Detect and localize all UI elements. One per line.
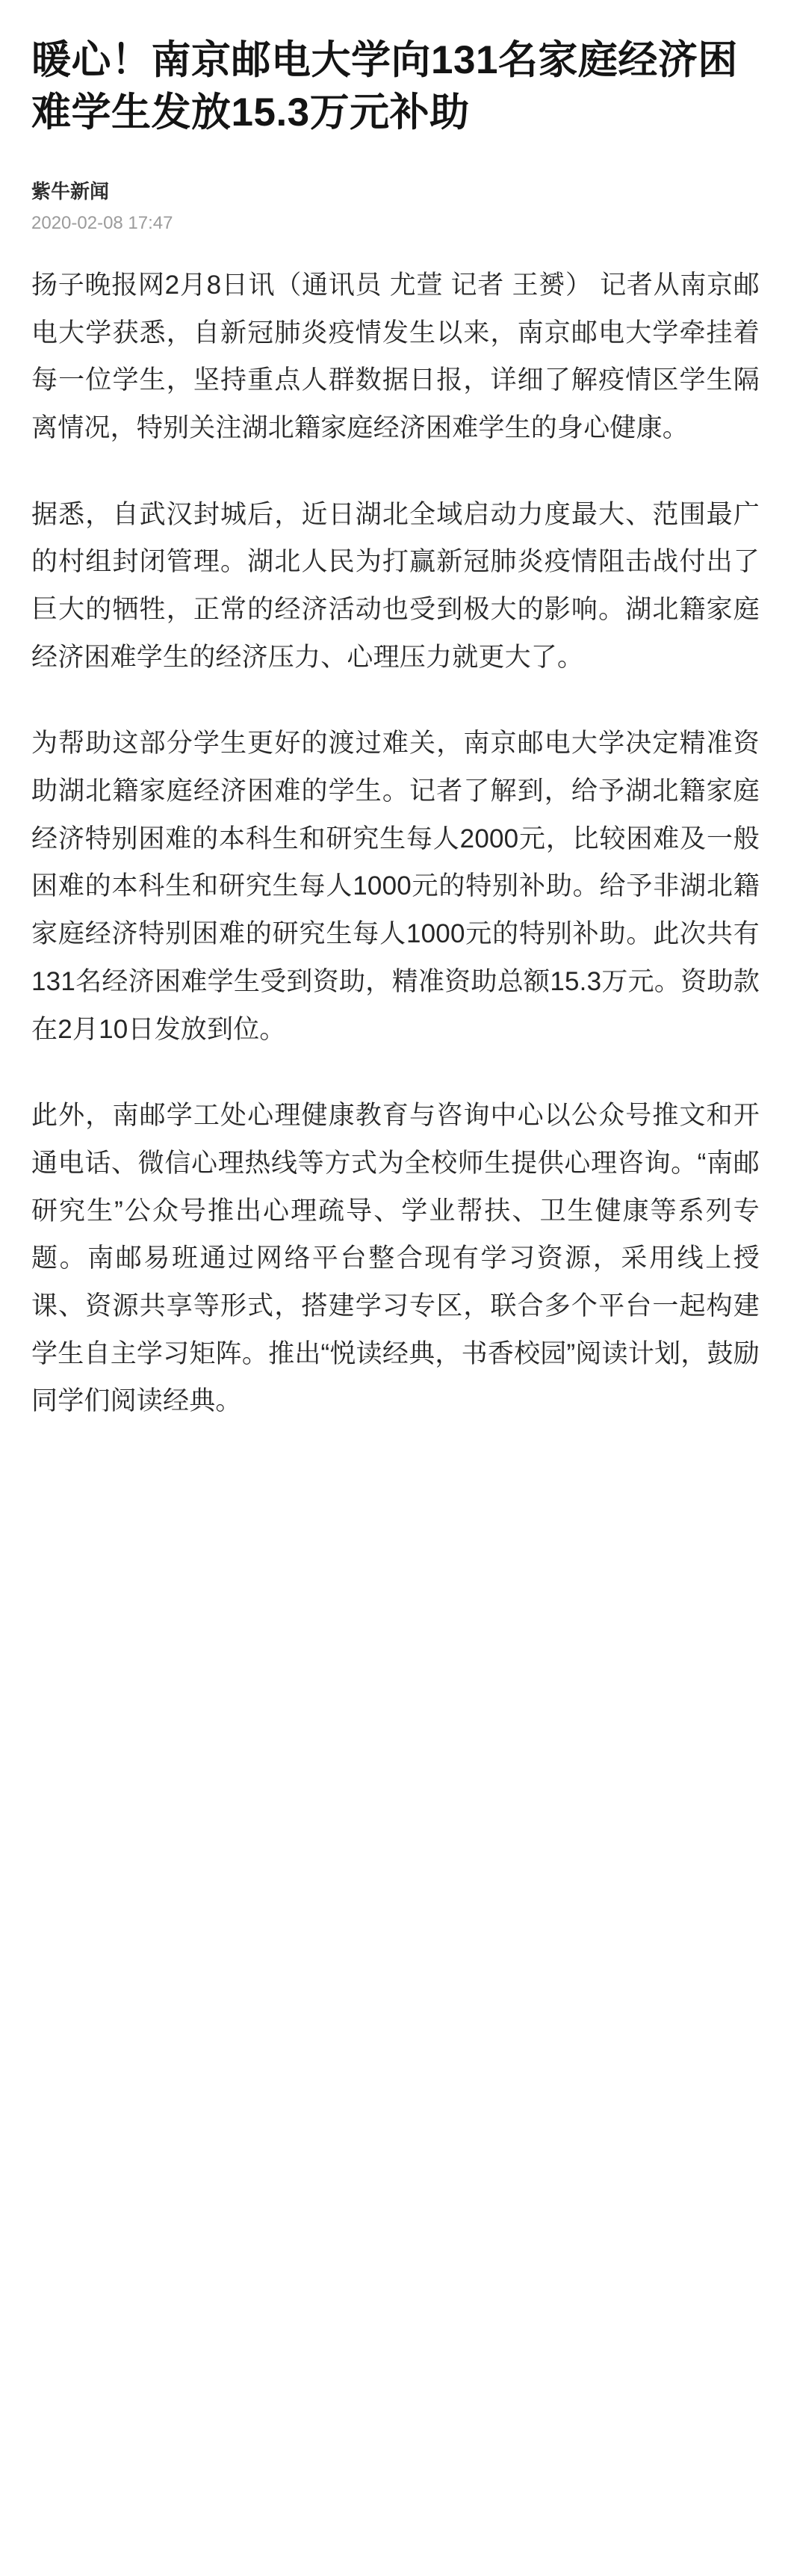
page-title: 暖心！南京邮电大学向131名家庭经济困难学生发放15.3万元补助 [31,38,738,135]
source-name: 紫牛新闻 [31,179,110,203]
article-paragraph: 为帮助这部分学生更好的渡过难关，南京邮电大学决定精准资助湖北籍家庭经济困难的学生。记者了解到，给予湖北籍家庭经济特别困难的本科生和研究生每人2000元，比较困难及一般困难的本科生和研究生每人1000元的特别补助。给予非湖北籍家庭经济特别困难的研究生每人1000元的特别补助。此次共有131名经济困难学生受到资助，精准资助总额15.3万元。资助款在2月10日发放到位。 [31,729,760,1044]
article-paragraph: 据悉，自武汉封城后，近日湖北全域启动力度最大、范围最广的村组封闭管理。湖北人民为打赢新冠肺炎疫情阻击战付出了巨大的牺牲，正常的经济活动也受到极大的影响。湖北籍家庭经济困难学生的经济压力、心理压力就更大了。 [31,499,760,672]
byline [31,178,760,236]
article-paragraph: 扬子晚报网2月8日讯（通讯员 尤萱 记者 王赟） 记者从南京邮电大学获悉，自新冠肺炎疫情发生以来，南京邮电大学牵挂着每一位学生，坚持重点人群数据日报，详细了解疫情区学生隔离情况，特别关注湖北籍家庭经济困难学生的身心健康。 [31,270,760,442]
article-paragraph: 此外，南邮学工处心理健康教育与咨询中心以公众号推文和开通电话、微信心理热线等方式为全校师生提供心理咨询。“南邮研究生”公众号推出心理疏导、学业帮扶、卫生健康等系列专题。南邮易班通过网络平台整合现有学习资源，采用线上授课、资源共享等形式，搭建学习专区，联合多个平台一起构建学生自主学习矩阵。推出“悦读经典，书香校园”阅读计划，鼓励同学们阅读经典。 [31,1101,760,1416]
article-body [31,262,760,1425]
publish-timestamp: 2020-02-08 17:47 [31,213,173,234]
